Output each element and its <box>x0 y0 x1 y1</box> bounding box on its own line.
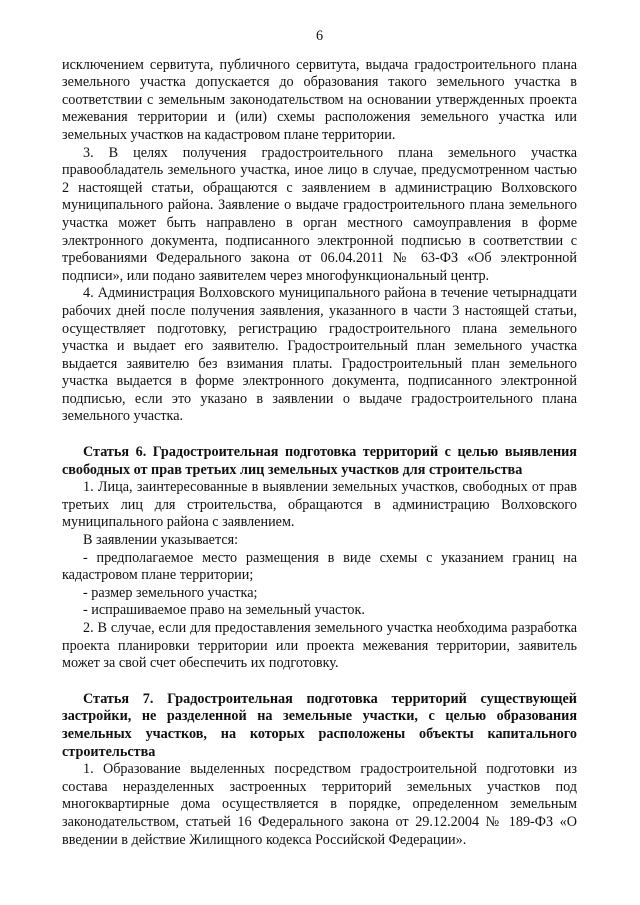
document-page <box>62 28 577 849</box>
article-7-paragraph-1: 1. Образование выделенных посредством градостроительной подготовки из состава неразделенных застроенных территорий земельных участков под многоквартирные дома осуществляется в порядке, определенном земельным законодательством, статьей 16 Федерального закона от 29.12.2004 № 189-ФЗ «О введении в действие Жилищного кодекса Российской Федерации». <box>62 761 577 848</box>
paragraph-continuation: исключением сервитута, публичного сервитута, выдача градостроительного плана земельного участка допускается до образования такого земельного участка в соответствии с земельным законодательством на основании утвержденных проекта межевания территории и (или) схемы расположения земельного участка или земельных участков на кадастровом плане территории. <box>62 56 577 143</box>
article-7-heading: Статья 7. Градостроительная подготовка территорий существующей застройки, не разделенной на земельные участки, с целью образования земельных участков, на которых расположены объекты капитального строительства <box>62 690 577 760</box>
paragraph-item-4: 4. Администрация Волховского муниципального района в течение четырнадцати рабочих дней после получения заявления, указанного в части 3 настоящей статьи, осуществляет подготовку, регистрацию градостроительного плана земельного участка и выдает его заявителю. Градостроительный план земельного участка выдается заявителю без взимания платы. Градостроительный план земельного участка выдается в форме электронного документа, подписанного электронной подписью, если это указано в заявлении о выдаче градостроительного плана земельного участка. <box>62 285 577 425</box>
page-number: 6 <box>315 28 324 44</box>
article-6-list-item: - размер земельного участка; <box>83 584 258 601</box>
paragraph-item-3: 3. В целях получения градостроительного плана земельного участка правообладатель земельного участка, иное лицо в случае, предусмотренном частью 2 настоящей статьи, обращаются с заявлением в администрацию Волховского муниципального района. Заявление о выдаче градостроительного плана земельного участка может быть направлено в орган местного самоуправления в форме электронного документа, подписанного электронной подписью в соответствии с требованиями Федерального закона от 06.04.2011 № 63-ФЗ «Об электронной подписи», или подано заявителем через многофункциональный центр. <box>62 144 577 284</box>
article-6-paragraph-1: 1. Лица, заинтересованные в выявлении земельных участков, свободных от прав третьих лиц для строительства, обращаются в администрацию Волховского муниципального района с заявлением. <box>62 479 577 531</box>
article-6-list-item: - испрашиваемое право на земельный участок. <box>83 602 365 619</box>
article-6-paragraph-2: 2. В случае, если для предоставления земельного участка необходима разработка проекта планировки территории или проекта межевания территории, заявитель может за свой счет обеспечить их подготовку. <box>62 620 577 672</box>
article-6-heading: Статья 6. Градостроительная подготовка территорий с целью выявления свободных от прав третьих лиц земельных участков для строительства <box>62 444 577 478</box>
article-6-paragraph-intro: В заявлении указывается: <box>83 532 239 549</box>
article-6-list-item: - предполагаемое место размещения в виде схемы с указанием границ на кадастровом плане территории; <box>62 549 577 584</box>
